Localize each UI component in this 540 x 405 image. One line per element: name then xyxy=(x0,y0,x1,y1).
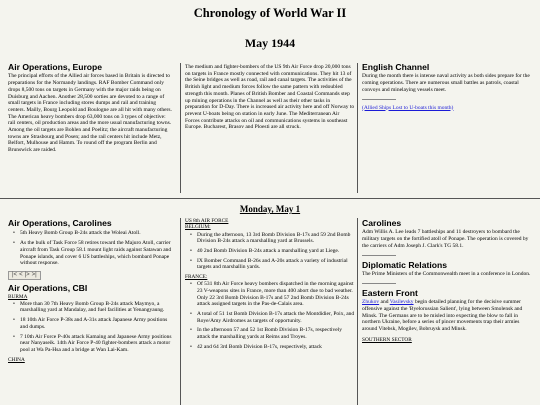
top-column-2 xyxy=(185,64,355,196)
list-item: • 40 2nd Bomb Division B-24s attack a marshalling yard at Liege. xyxy=(185,248,355,255)
list-item: • Of 531 8th Air Force heavy bombers dispatched in the morning against 23 V-weapons sites in France, more than 400 abort due to bad weather. Only 22 3rd Bomb Division B-17s and 57 2nd Bomb Division B-24s attack assigned targets in the Pas-de-Calais area. xyxy=(185,281,355,308)
last-page-button[interactable]: >| xyxy=(31,271,37,278)
section-heading-english-channel: English Channel xyxy=(362,63,430,72)
list-item: • 42 and 64 3rd Bomb Division B-17s, respectively, attack xyxy=(185,344,355,351)
next-page-button[interactable]: |> xyxy=(24,271,30,278)
section-text: The Prime Ministers of the Commonwealth meet in a conference in London. xyxy=(362,271,531,278)
short-divider xyxy=(362,255,396,256)
list-item: • 7 10th Air Force P-40s attack Kamaing and Japanese Army positions near Nanyaseik. 14th Air Force P-40 fighter-bombers attack a motor pool at Wa Pa-Hsa and a bridge at Wan Lai-Kam. xyxy=(8,334,174,354)
section-heading-carolines: Carolines xyxy=(362,219,402,228)
section-heading-air-operations-cbi: Air Operations, CBI xyxy=(8,283,88,294)
conjunction-text: and xyxy=(379,299,390,306)
list-item: • IX Bomber Command B-26s and A-20s attack a variety of industrial targets and marshallin yards. xyxy=(185,258,355,271)
allied-ships-lost-link[interactable]: (Allied Ships Lost to U-boats this month) xyxy=(362,104,454,111)
list-item: • More than 30 7th Heavy Bomb Group B-24s attack Maymyo, a marshalling yard at Mandalay, and fuel facilities at Yenangyaung. xyxy=(8,301,174,314)
column-divider xyxy=(180,63,181,193)
day-column-2 xyxy=(185,218,355,405)
france-label: FRANCE: xyxy=(185,274,208,281)
day-header: Monday, May 1 xyxy=(239,204,301,214)
list-item: • 5th Heavy Bomb Group B-24s attack the Woleai Atoll. xyxy=(8,230,174,237)
list-item: • A total of 51 1st Bomb Division B-17s attack the Montdidier, Poix, and Roye/Amy Airdromes as targets of opportunity. xyxy=(185,311,355,324)
section-heading-air-operations-europe: Air Operations, Europe xyxy=(8,63,103,72)
list-item: • During the afternoon, 13 3rd Bomb Division B-17s and 59 2nd Bomb Division B-24s attack a marshalling yard at Brussels. xyxy=(185,232,355,245)
belgium-label: BELGIUM: xyxy=(185,224,211,231)
navigation-box xyxy=(8,271,41,280)
eastern-front-text: begin detailed planning for the decisive summer offensive against the 'Byelorussian Salient', lying between Smolensk and Minsk. The Germans are to be misled into expecting the blow to fall in northern Ukraine, before a series of pincer movements trap their armies around Vitebsk, Mogilev, Bobruysk and Minsk. xyxy=(362,299,523,332)
burma-label: BURMA xyxy=(8,293,28,300)
short-divider xyxy=(362,283,396,284)
china-label: CHINA xyxy=(8,356,25,363)
section-heading-air-operations-carolines: Air Operations, Carolines xyxy=(8,219,112,228)
section-text: The principal efforts of the Allied air forces based in Britain is directed to preparations for the Normandy landings. RAF Bomber Command only drops 8,500 tons on targets in Germany with the major raids being on Duisburg and Aachen. Another 28,500 sorties are devoted to a range of small targets in France including stores dumps and rail and training centers. Mailly, Bourg Leopold and Boulogne are all hit with many others. The American heavy bombers drop 63,000 tons on 3 types of objective: rail centers, oil production areas and the more usual manufacturing towns. Among the oil targets are Bohlen and Poelitz; the aircraft manufacturing towns are Strasbourg and Posen; and the rail centers hit include Metz, Belfort, Mulhouse and Hamm. To round off the program Berlin and Brunswick are raided. xyxy=(8,73,172,154)
column-divider xyxy=(357,218,358,405)
column-divider xyxy=(180,218,181,405)
first-page-button[interactable]: |< xyxy=(12,271,18,278)
short-divider xyxy=(362,99,396,100)
southern-sector-label: SOUTHERN SECTOR xyxy=(362,336,412,343)
us-8th-air-force-label: US 8th AIR FORCE xyxy=(185,218,229,224)
vasilevsky-link[interactable]: Vasilevsky xyxy=(389,299,414,306)
section-text xyxy=(362,299,536,333)
previous-page-button[interactable]: < xyxy=(19,271,23,278)
section-text: During the month there is intense naval activity as both sides prepare for the coming operations. There are numerous small battles as patrols, coastal convoys and minelaying vessels meet. xyxy=(362,73,530,93)
day-column-1 xyxy=(8,219,174,405)
section-text: Adm Willis A. Lee leads 7 battleships and 11 destroyers to bombard the military targets on the fortified atoll of Ponape. The operation is covered by the carriers of Adm Joseph J. Clark's TG 58.1. xyxy=(362,229,529,249)
section-text: The medium and fighter-bombers of the US 9th Air Force drop 20,000 tons on targets in France mostly connected with communications. They hit 13 of the Seine bridges as well as road, rail and canal targets. The activities of the British light and medium forces follow the same pattern with redoubled strength this month. Planes of British Bomber and Coastal Commands step up mining operations in the Channel as well as their other tasks in preparation for D-Day. There is increased air activity here and off Norway to prevent U-boats being on station in early June. The Mediterranean Air Forces contribute attacks on oil and communications systems in southeast Europe. Bucharest, Brasov and Ploesti are all struck. xyxy=(185,64,355,131)
section-heading-diplomatic-relations: Diplomatic Relations xyxy=(362,259,447,270)
day-column-3 xyxy=(362,219,536,405)
list-item: • As the bulk of Task Force 58 retires toward the Majuro Atoll, carrier aircraft from Task Group 58.1 mount light raids against Satawan and Ponape islands, and cover 6 US battleships, which bombard Ponape without response. xyxy=(8,240,174,267)
list-item: • 18 10th Air Force P-38s and A-31s attack Japanese Army positions and dumps. xyxy=(8,317,174,330)
top-column-1 xyxy=(8,63,174,195)
section-heading-eastern-front: Eastern Front xyxy=(362,287,418,298)
list-item: • In the afternoon 57 and 52 1st Bomb Division B-17s, respectively attack the marshalling yards at Reims and Troyes. xyxy=(185,327,355,340)
top-column-3 xyxy=(362,63,536,195)
horizontal-divider xyxy=(0,198,540,199)
page-title: Chronology of World War II xyxy=(193,6,347,20)
page-subtitle: May 1944 xyxy=(244,36,296,50)
column-divider xyxy=(357,63,358,193)
zhukov-link[interactable]: Zhukov xyxy=(362,299,380,306)
